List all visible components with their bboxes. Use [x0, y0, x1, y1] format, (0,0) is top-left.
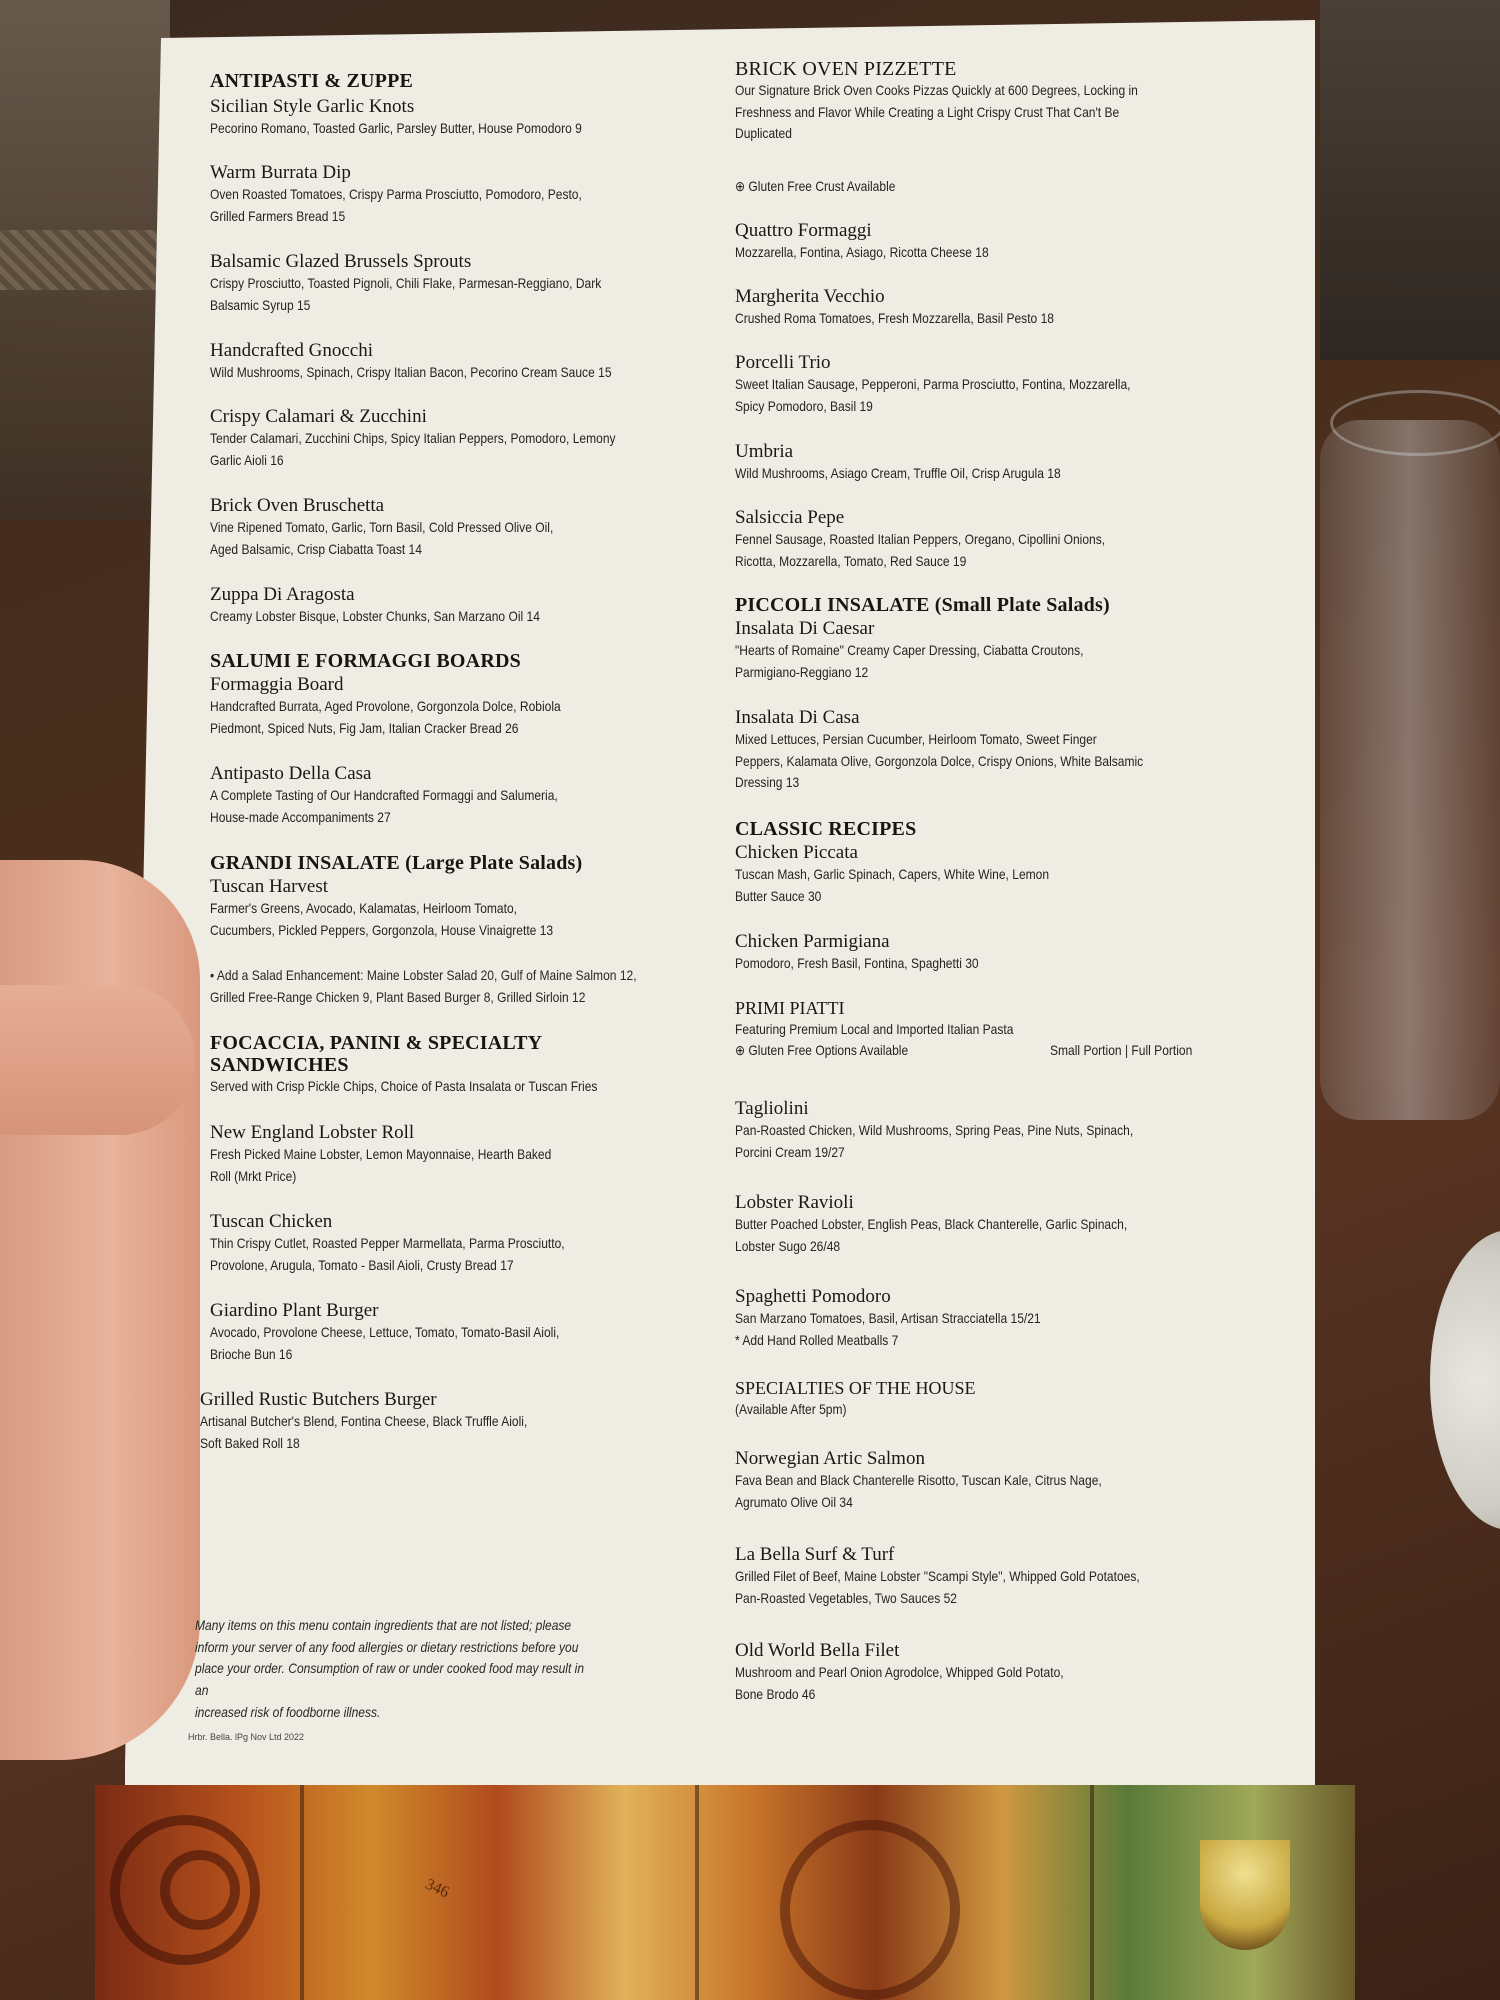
- section-intro: Duplicated: [735, 125, 792, 142]
- item-description: Sweet Italian Sausage, Pepperoni, Parma Prosciutto, Fontina, Mozzarella,: [735, 375, 1131, 392]
- section-title: ANTIPASTI & ZUPPE: [210, 70, 414, 92]
- item-description: Cucumbers, Pickled Peppers, Gorgonzola, House Vinaigrette 13: [210, 921, 554, 938]
- section-specialties: [735, 1378, 1235, 1420]
- item-description: Porcini Cream 19/27: [735, 1143, 845, 1160]
- menu-item: [210, 763, 710, 828]
- item-name: Balsamic Glazed Brussels Sprouts: [210, 251, 472, 272]
- item-description: Handcrafted Burrata, Aged Provolone, Gorgonzola Dolce, Robiola: [210, 697, 561, 714]
- item-name: Brick Oven Bruschetta: [210, 495, 385, 516]
- section-title: CLASSIC RECIPES: [735, 818, 917, 840]
- item-description: Roll (Mrkt Price): [210, 1167, 297, 1184]
- item-description: Mixed Lettuces, Persian Cucumber, Heirloom Tomato, Sweet Finger: [735, 730, 1097, 747]
- menu-item: [735, 507, 1235, 572]
- disclaimer-line: Many items on this menu contain ingredients that are not listed; please: [195, 1617, 572, 1633]
- item-name: Spaghetti Pomodoro: [735, 1286, 891, 1307]
- item-description: Agrumato Olive Oil 34: [735, 1493, 853, 1510]
- item-name: Zuppa Di Aragosta: [210, 584, 355, 605]
- section-piccoli-insalate: [735, 594, 1235, 616]
- menu-item: [210, 876, 710, 941]
- section-grandi-insalate: [210, 852, 710, 874]
- item-description: Spicy Pomodoro, Basil 19: [735, 397, 873, 414]
- note-line: Grilled Free-Range Chicken 9, Plant Based Burger 8, Grilled Sirloin 12: [210, 988, 586, 1005]
- item-name: Quattro Formaggi: [735, 220, 872, 241]
- menu-item: [735, 1192, 1235, 1257]
- item-name: Handcrafted Gnocchi: [210, 340, 374, 361]
- art-swirl-3: [780, 1820, 960, 2000]
- primi-options-row: [735, 1040, 1195, 1062]
- section-title: PRIMI PIATTI: [735, 998, 845, 1018]
- item-name: Sicilian Style Garlic Knots: [210, 96, 415, 117]
- item-description: Avocado, Provolone Cheese, Lettuce, Tomato, Tomato-Basil Aioli,: [210, 1323, 560, 1340]
- section-subtitle: Served with Crisp Pickle Chips, Choice of Pasta Insalata or Tuscan Fries: [210, 1078, 598, 1094]
- portion-legend: Small Portion | Full Portion: [1049, 1042, 1192, 1059]
- section-classic-recipes: [735, 818, 1235, 840]
- section-intro: Freshness and Flavor While Creating a Light Crispy Crust That Can't Be: [735, 103, 1120, 120]
- item-description: Crispy Prosciutto, Toasted Pignoli, Chili Flake, Parmesan-Reggiano, Dark: [210, 274, 602, 291]
- item-description: "Hearts of Romaine" Creamy Caper Dressing, Ciabatta Croutons,: [735, 641, 1084, 658]
- menu-item: [210, 674, 710, 739]
- item-description: Pan-Roasted Chicken, Wild Mushrooms, Spring Peas, Pine Nuts, Spinach,: [735, 1121, 1134, 1138]
- item-description: Soft Baked Roll 18: [200, 1434, 300, 1451]
- menu-item: [735, 618, 1235, 683]
- item-name: Crispy Calamari & Zucchini: [210, 406, 427, 427]
- menu-item: [735, 1098, 1235, 1163]
- art-cork-label: 346: [422, 1875, 452, 1902]
- item-name: Antipasto Della Casa: [210, 763, 372, 784]
- item-description: Tuscan Mash, Garlic Spinach, Capers, White Wine, Lemon: [735, 865, 1050, 882]
- item-name: Giardino Plant Burger: [210, 1300, 379, 1321]
- menu-item: [735, 1544, 1235, 1609]
- item-name: Formaggia Board: [210, 674, 344, 695]
- item-description: Lobster Sugo 26/48: [735, 1237, 841, 1254]
- item-description: House-made Accompaniments 27: [210, 808, 391, 825]
- menu-item: [210, 1300, 710, 1365]
- item-name: New England Lobster Roll: [210, 1122, 415, 1143]
- item-description: Farmer's Greens, Avocado, Kalamatas, Heirloom Tomato,: [210, 899, 518, 916]
- section-salumi: [210, 650, 710, 672]
- menu-item: [735, 931, 1235, 975]
- section-intro: Our Signature Brick Oven Cooks Pizzas Quickly at 600 Degrees, Locking in: [735, 82, 1138, 98]
- item-description: Ricotta, Mozzarella, Tomato, Red Sauce 19: [735, 552, 967, 569]
- art-panel-divider-2: [695, 1785, 699, 2000]
- allergy-disclaimer: [195, 1615, 599, 1723]
- section-subtitle: (Available After 5pm): [735, 1400, 847, 1417]
- menu-item: [210, 162, 710, 227]
- item-description: Fennel Sausage, Roasted Italian Peppers, Oregano, Cipollini Onions,: [735, 530, 1106, 547]
- menu-item: [210, 495, 710, 560]
- item-description: Piedmont, Spiced Nuts, Fig Jam, Italian Cracker Bread 26: [210, 719, 519, 736]
- item-description: Thin Crispy Cutlet, Roasted Pepper Marmellata, Parma Prosciutto,: [210, 1234, 565, 1251]
- section-title: PICCOLI INSALATE (Small Plate Salads): [735, 594, 1110, 616]
- item-description: Mushroom and Pearl Onion Agrodolce, Whipped Gold Potato,: [735, 1663, 1064, 1680]
- section-primi-piatti: [735, 998, 1235, 1062]
- item-description: Bone Brodo 46: [735, 1685, 816, 1702]
- item-description: Fresh Picked Maine Lobster, Lemon Mayonnaise, Hearth Baked: [210, 1145, 552, 1162]
- item-description: Butter Sauce 30: [735, 887, 822, 904]
- item-description: Provolone, Arugula, Tomato - Basil Aioli, Crusty Bread 17: [210, 1256, 514, 1273]
- art-panel-divider-1: [300, 1785, 304, 2000]
- item-description: * Add Hand Rolled Meatballs 7: [735, 1331, 899, 1348]
- item-description: Wild Mushrooms, Asiago Cream, Truffle Oil, Crisp Arugula 18: [735, 464, 1061, 481]
- item-name: Insalata Di Casa: [735, 707, 860, 728]
- section-focaccia: [210, 1032, 710, 1098]
- menu-item: [735, 286, 1235, 330]
- disclaimer-line: increased risk of foodborne illness.: [195, 1703, 381, 1720]
- item-description: Artisanal Butcher's Blend, Fontina Cheese, Black Truffle Aioli,: [200, 1412, 528, 1429]
- item-description: Pecorino Romano, Toasted Garlic, Parsley Butter, House Pomodoro 9: [210, 119, 582, 136]
- item-description: Peppers, Kalamata Olive, Gorgonzola Dolce, Crispy Onions, White Balsamic: [735, 752, 1144, 769]
- item-description: Grilled Filet of Beef, Maine Lobster "Scampi Style", Whipped Gold Potatoes,: [735, 1567, 1140, 1584]
- item-name: Grilled Rustic Butchers Burger: [200, 1389, 437, 1410]
- menu-item: [735, 1640, 1235, 1705]
- water-glass-rim: [1330, 390, 1500, 456]
- menu-item: [735, 707, 1235, 794]
- item-name: Tagliolini: [735, 1098, 809, 1119]
- menu-item: [735, 1286, 1235, 1351]
- item-description: Parmigiano-Reggiano 12: [735, 663, 869, 680]
- water-glass: [1320, 420, 1500, 1120]
- item-description: Creamy Lobster Bisque, Lobster Chunks, San Marzano Oil 14: [210, 607, 540, 624]
- item-description: Pomodoro, Fresh Basil, Fontina, Spaghetti 30: [735, 954, 979, 971]
- menu-item: [210, 96, 710, 140]
- section-pizzette: [735, 58, 1235, 145]
- item-description: Brioche Bun 16: [210, 1345, 293, 1362]
- item-description: Fava Bean and Black Chanterelle Risotto, Tuscan Kale, Citrus Nage,: [735, 1471, 1102, 1488]
- menu-item: [210, 584, 710, 628]
- art-swirl-2: [160, 1850, 240, 1930]
- section-intro: Featuring Premium Local and Imported Italian Pasta: [735, 1020, 1014, 1037]
- item-name: Chicken Parmigiana: [735, 931, 890, 952]
- note-line: • Add a Salad Enhancement: Maine Lobster Salad 20, Gulf of Maine Salmon 12,: [210, 967, 637, 983]
- item-name: Salsiccia Pepe: [735, 507, 845, 528]
- section-title: GRANDI INSALATE (Large Plate Salads): [210, 852, 583, 874]
- dessert-glass-illustration: [1200, 1840, 1290, 1950]
- gluten-free-note: [735, 176, 1235, 198]
- gluten-free-text: ⊕ Gluten Free Options Available: [735, 1042, 909, 1059]
- section-title: SPECIALTIES OF THE HOUSE: [735, 1378, 976, 1398]
- menu-item: [210, 1211, 710, 1276]
- salad-enhancement-note: [210, 965, 710, 1008]
- item-name: Norwegian Artic Salmon: [735, 1448, 925, 1469]
- item-description: San Marzano Tomatoes, Basil, Artisan Stracciatella 15/21: [735, 1309, 1041, 1326]
- disclaimer-line: place your order. Consumption of raw or under cooked food may result in an: [195, 1660, 585, 1699]
- item-name: Warm Burrata Dip: [210, 162, 351, 183]
- item-name: La Bella Surf & Turf: [735, 1544, 895, 1565]
- item-description: Crushed Roma Tomatoes, Fresh Mozzarella, Basil Pesto 18: [735, 309, 1054, 326]
- menu-item: [735, 352, 1235, 417]
- section-title: FOCACCIA, PANINI & SPECIALTY: [210, 1032, 543, 1054]
- menu-item: [735, 441, 1235, 485]
- art-panel-divider-3: [1090, 1785, 1094, 2000]
- disclaimer-line: inform your server of any food allergies or dietary restrictions before you: [195, 1638, 579, 1655]
- item-description: Vine Ripened Tomato, Garlic, Torn Basil, Cold Pressed Olive Oil,: [210, 518, 554, 535]
- item-name: Old World Bella Filet: [735, 1640, 900, 1661]
- item-description: A Complete Tasting of Our Handcrafted Formaggi and Salumeria,: [210, 786, 558, 803]
- menu-item: [210, 1122, 710, 1187]
- wicker-chair-seat: [0, 230, 170, 290]
- thumb: [0, 985, 195, 1135]
- item-description: Grilled Farmers Bread 15: [210, 207, 346, 224]
- decorative-art-strip: [95, 1785, 1355, 2000]
- menu-item: [210, 251, 710, 316]
- menu-item: [210, 406, 710, 471]
- menu-item: [735, 842, 1235, 907]
- gluten-free-text: ⊕ Gluten Free Crust Available: [735, 178, 896, 194]
- item-name: Margherita Vecchio: [735, 286, 885, 307]
- section-antipasti: [210, 70, 710, 92]
- menu-item: [210, 340, 710, 384]
- item-name: Chicken Piccata: [735, 842, 858, 863]
- print-code: Hrbr. Bella. lPg Nov Ltd 2022: [188, 1732, 305, 1742]
- section-title: BRICK OVEN PIZZETTE: [735, 58, 957, 80]
- item-name: Insalata Di Caesar: [735, 618, 875, 639]
- item-name: Porcelli Trio: [735, 352, 831, 373]
- section-title-continued: SANDWICHES: [210, 1054, 349, 1076]
- item-description: Oven Roasted Tomatoes, Crispy Parma Prosciutto, Pomodoro, Pesto,: [210, 185, 582, 202]
- menu-item: [735, 220, 1235, 264]
- item-name: Tuscan Harvest: [210, 876, 329, 897]
- item-name: Lobster Ravioli: [735, 1192, 854, 1213]
- item-description: Mozzarella, Fontina, Asiago, Ricotta Cheese 18: [735, 243, 989, 260]
- background-shelf: [1320, 0, 1500, 360]
- section-title: SALUMI E FORMAGGI BOARDS: [210, 650, 521, 672]
- item-description: Tender Calamari, Zucchini Chips, Spicy Italian Peppers, Pomodoro, Lemony: [210, 429, 616, 446]
- item-description: Dressing 13: [735, 774, 800, 791]
- item-description: Garlic Aioli 16: [210, 451, 284, 468]
- item-description: Wild Mushrooms, Spinach, Crispy Italian Bacon, Pecorino Cream Sauce 15: [210, 363, 612, 380]
- menu-item: [735, 1448, 1235, 1513]
- item-description: Balsamic Syrup 15: [210, 296, 311, 313]
- item-name: Umbria: [735, 441, 794, 462]
- item-description: Butter Poached Lobster, English Peas, Black Chanterelle, Garlic Spinach,: [735, 1215, 1128, 1232]
- item-description: Aged Balsamic, Crisp Ciabatta Toast 14: [210, 540, 422, 557]
- menu-item: [200, 1389, 700, 1454]
- item-description: Pan-Roasted Vegetables, Two Sauces 52: [735, 1589, 958, 1606]
- item-name: Tuscan Chicken: [210, 1211, 333, 1232]
